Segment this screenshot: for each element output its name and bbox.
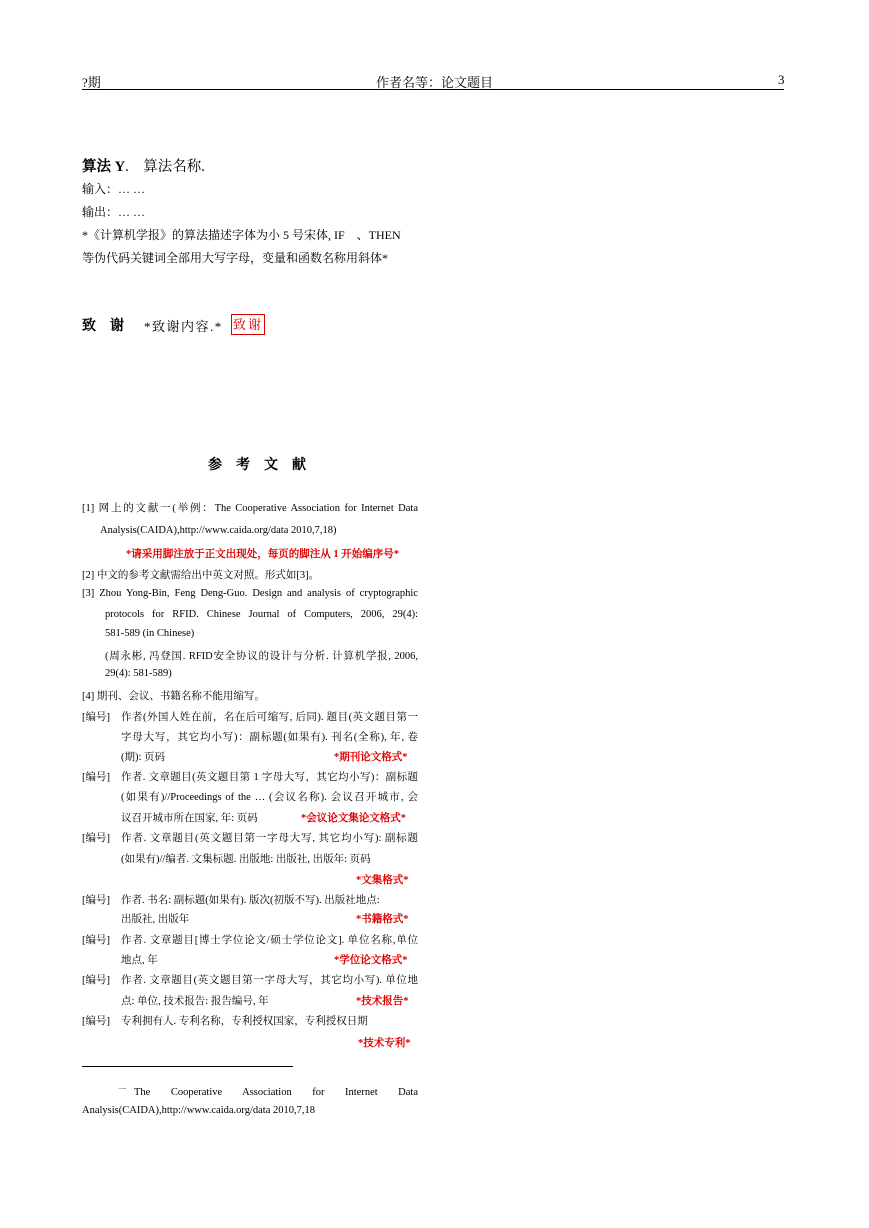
format-patent-label: *技术专利* xyxy=(358,1038,411,1049)
running-title: 作者名等：论文题目 xyxy=(376,75,494,90)
references-title: 参 考 文 献 xyxy=(208,458,306,473)
algorithm-output: 输出：… … xyxy=(82,205,146,219)
footnote-line2: Analysis(CAIDA),http://www.caida.org/data 2010,7,18 xyxy=(82,1105,316,1116)
algorithm-name: . 算法名称. xyxy=(125,159,205,175)
ref-3-line1: [3] Zhou Yong-Bin, Feng Deng-Guo. Design and analysis of cryptographic xyxy=(82,588,418,599)
page-number: 3 xyxy=(778,72,785,87)
format-report-line1: 作者. 文章题目(英文题目第一字母大写，其它均小写). 单位地 xyxy=(121,975,418,986)
format-report-label: *技术报告* xyxy=(356,996,409,1007)
ref-4-line1: [4] 期刊、会议、书籍名称不能用缩写。 xyxy=(82,691,265,702)
format-conference-tag: [编号] xyxy=(82,772,110,783)
acknowledgement-title: 致 谢 xyxy=(82,319,124,334)
format-conference-line2: (如果有)//Proceedings of the … (会议名称). 会议召开城市, 会 xyxy=(121,792,418,803)
algorithm-input: 输入：… … xyxy=(82,182,146,196)
format-book-label: *书籍格式* xyxy=(356,914,409,925)
format-journal-line3: (期): 页码 xyxy=(121,752,166,763)
algorithm-label: 算法 Y xyxy=(82,159,126,175)
acknowledgement-content: *致谢内容.* xyxy=(144,319,223,334)
format-collection-label: *文集格式* xyxy=(356,875,409,886)
format-collection-line2: (如果有)//编者. 文集标题. 出版地: 出版社, 出版年: 页码 xyxy=(121,854,371,865)
format-journal-line1: 作者(外国人姓在前，名在后可缩写, 后同). 题目(英文题目第一 xyxy=(121,712,418,723)
header-rule xyxy=(82,89,784,90)
footnote-marker: 一 xyxy=(118,1085,126,1094)
format-book-tag: [编号] xyxy=(82,895,110,906)
format-journal-tag: [编号] xyxy=(82,712,110,723)
acknowledgement-box: 致谢 xyxy=(231,314,265,335)
format-collection-tag: [编号] xyxy=(82,833,110,844)
footnote-line1: The Cooperative Association for Internet Data xyxy=(134,1087,418,1098)
format-thesis-tag: [编号] xyxy=(82,935,110,946)
format-journal-line2: 字母大写，其它均小写)：副标题(如果有). 刊名(全称), 年, 卷 xyxy=(121,732,418,743)
header-issue: ?期 xyxy=(82,75,101,90)
format-thesis-line2: 地点, 年 xyxy=(121,955,158,966)
format-conference-label: *会议论文集论文格式* xyxy=(301,813,406,824)
footnote-rule xyxy=(82,1066,293,1067)
ref-1-note: *请采用脚注放于正文出现处，每页的脚注从 1 开始编序号* xyxy=(126,549,399,560)
format-book-line2: 出版社, 出版年 xyxy=(121,914,190,925)
format-conference-line1: 作者. 文章题目(英文题目第 1 字母大写，其它均小写)：副标题 xyxy=(121,772,418,783)
format-conference-line3: 议召开城市所在国家, 年: 页码 xyxy=(121,813,258,824)
ref-3-line5: 29(4): 581-589) xyxy=(105,668,172,679)
ref-3-line3: 581-589 (in Chinese) xyxy=(105,628,195,639)
format-thesis-label: *学位论文格式* xyxy=(334,955,408,966)
format-thesis-line1: 作者. 文章题目[博士学位论文/硕士学位论文]. 单位名称,单位 xyxy=(121,935,418,946)
format-patent-line1: 专利拥有人. 专利名称，专利授权国家，专利授权日期 xyxy=(121,1016,368,1027)
ref-1-line2: Analysis(CAIDA),http://www.caida.org/data 2010,7,18) xyxy=(100,525,337,536)
algorithm-note-line2: 等伪代码关键词全部用大写字母，变量和函数名称用斜体* xyxy=(82,251,389,265)
format-report-tag: [编号] xyxy=(82,975,110,986)
ref-2-line1: [2] 中文的参考文献需给出中英文对照。形式如[3]。 xyxy=(82,570,320,581)
ref-3-line4: (周永彬, 冯登国. RFID安全协议的设计与分析. 计算机学报, 2006, xyxy=(105,651,418,662)
format-patent-tag: [编号] xyxy=(82,1016,110,1027)
format-collection-line1: 作者. 文章题目(英文题目第一字母大写, 其它均小写): 副标题 xyxy=(121,833,418,844)
format-report-line2: 点: 单位, 技术报告: 报告编号, 年 xyxy=(121,996,269,1007)
ref-1-line1: [1] 网上的文献一(举例：The Cooperative Association for Internet Data xyxy=(82,503,418,514)
algorithm-title xyxy=(82,155,205,176)
ref-3-line2: protocols for RFID. Chinese Journal of Computers, 2006, 29(4): xyxy=(105,609,418,620)
algorithm-note-line1: *《计算机学报》的算法描述字体为小 5 号宋体, IF 、THEN xyxy=(82,228,401,242)
format-book-line1: 作者. 书名: 副标题(如果有). 版次(初版不写). 出版社地点: xyxy=(121,895,380,906)
format-journal-label: *期刊论文格式* xyxy=(334,752,408,763)
